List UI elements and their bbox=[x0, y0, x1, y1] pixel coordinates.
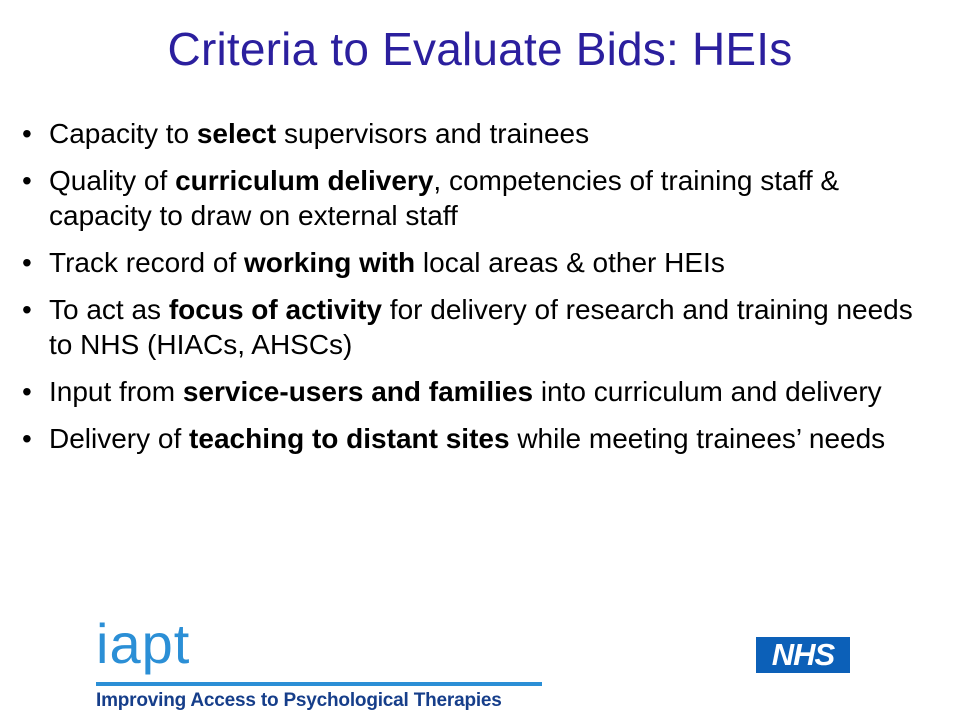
bullet-item bbox=[22, 116, 942, 151]
iapt-wordmark: iapt bbox=[96, 612, 191, 675]
bullet-dot: • bbox=[22, 247, 32, 278]
bullet-item bbox=[22, 421, 942, 456]
iapt-tagline: Improving Access to Psychological Therapies bbox=[96, 690, 502, 711]
bullet-text: Track record of bbox=[49, 247, 245, 278]
bullet-text: for delivery of research and training needs to NHS (HIACs, AHSCs) bbox=[49, 294, 913, 360]
bullet-emphasis: focus of activity bbox=[168, 294, 383, 325]
bullet-text: Capacity to bbox=[49, 118, 197, 149]
bullet-dot: • bbox=[22, 294, 32, 325]
bullet-emphasis: curriculum delivery bbox=[175, 165, 434, 196]
bullet-text: , competencies of training staff & capacity to draw on external staff bbox=[49, 165, 840, 231]
bullet-text: supervisors and trainees bbox=[276, 118, 590, 149]
bullet-list bbox=[22, 116, 942, 468]
bullet-dot: • bbox=[22, 165, 32, 196]
bullet-emphasis: select bbox=[196, 118, 277, 149]
bullet-item bbox=[22, 245, 942, 280]
bullet-text: into curriculum and delivery bbox=[533, 376, 882, 407]
bullet-dot: • bbox=[22, 376, 32, 407]
bullet-dot: • bbox=[22, 118, 32, 149]
bullet-emphasis: service-users and families bbox=[182, 376, 534, 407]
bullet-emphasis: teaching to distant sites bbox=[189, 423, 510, 454]
bullet-text: while meeting trainees’ needs bbox=[509, 423, 886, 454]
nhs-logo: NHS bbox=[756, 637, 850, 673]
slide-title: Criteria to Evaluate Bids: HEIs bbox=[167, 23, 793, 75]
iapt-underline bbox=[96, 682, 542, 686]
bullet-item bbox=[22, 163, 942, 233]
bullet-dot: • bbox=[22, 423, 32, 454]
bullet-text: local areas & other HEIs bbox=[415, 247, 725, 278]
bullet-emphasis: working with bbox=[244, 247, 416, 278]
bullet-text: Delivery of bbox=[49, 423, 190, 454]
bullet-item bbox=[22, 292, 942, 362]
bullet-item bbox=[22, 374, 942, 409]
bullet-text: Quality of bbox=[49, 165, 176, 196]
iapt-logo bbox=[96, 614, 546, 714]
bullet-text: To act as bbox=[49, 294, 169, 325]
bullet-text: Input from bbox=[49, 376, 183, 407]
